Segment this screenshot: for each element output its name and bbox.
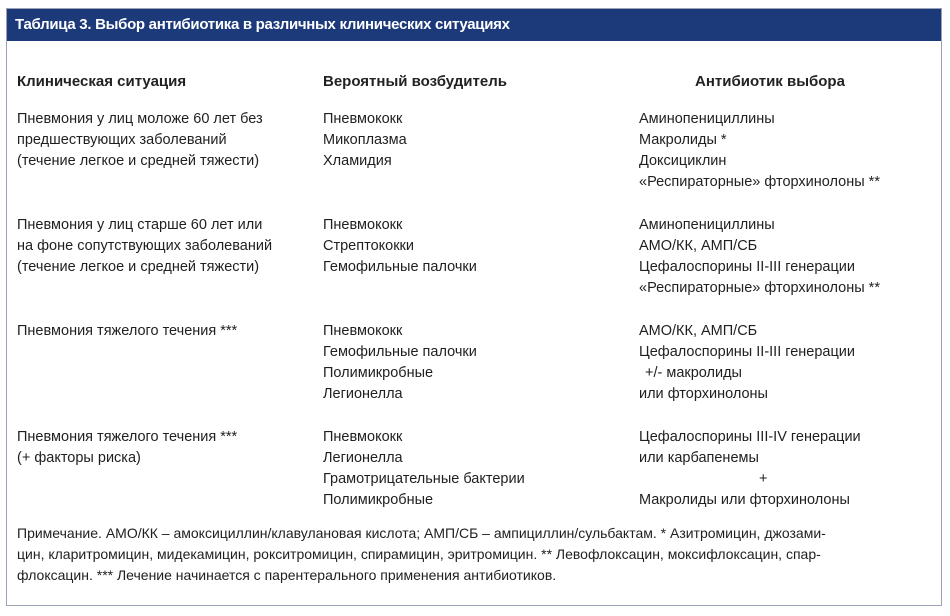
- pathogen-line: Пневмококк: [323, 217, 403, 233]
- antibiotic-cell: [639, 321, 939, 405]
- antibiotic-line: Макролиды или фторхинолоны: [639, 492, 850, 508]
- antibiotic-line: +: [759, 471, 768, 487]
- footnote: [17, 523, 933, 586]
- footnote-line: Примечание. АМО/КК – амоксициллин/клавулановая кислота; АМП/СБ – ампициллин/сульбактам. * Азитромицин, джозами-: [17, 525, 826, 541]
- antibiotic-line: «Респираторные» фторхинолоны **: [639, 174, 880, 190]
- antibiotic-line: +/- макролиды: [645, 365, 742, 381]
- pathogen-line: Хламидия: [323, 153, 392, 169]
- antibiotic-line: Цефалоспорины III-IV генерации: [639, 429, 861, 445]
- pathogen-line: Полимикробные: [323, 492, 434, 508]
- antibiotic-line: Макролиды *: [639, 132, 727, 148]
- table-title: Таблица 3. Выбор антибиотика в различных клинических ситуациях: [7, 9, 941, 41]
- pathogen-line: Легионелла: [323, 450, 403, 466]
- situation-line: Пневмония у лиц моложе 60 лет без: [17, 111, 263, 127]
- pathogen-line: Пневмококк: [323, 429, 403, 445]
- antibiotic-line: Доксициклин: [639, 153, 727, 169]
- antibiotic-line: АМО/КК, АМП/СБ: [639, 238, 758, 254]
- situation-line: (+ факторы риска): [17, 450, 141, 466]
- pathogen-line: Стрептококки: [323, 238, 414, 254]
- situation-cell: [17, 321, 317, 342]
- footnote-line: флоксацин. *** Лечение начинается с парентерального применения антибиотиков.: [17, 567, 557, 583]
- pathogen-cell: [323, 215, 623, 278]
- antibiotic-line: Цефалоспорины II-III генерации: [639, 259, 855, 275]
- situation-line: предшествующих заболеваний: [17, 132, 227, 148]
- pathogen-cell: [323, 109, 623, 172]
- antibiotic-cell: [639, 427, 939, 511]
- situation-line: Пневмония тяжелого течения ***: [17, 429, 238, 445]
- header-antibiotic: Антибиотик выбора: [695, 73, 845, 90]
- pathogen-line: Пневмококк: [323, 323, 403, 339]
- antibiotic-line: Аминопенициллины: [639, 111, 775, 127]
- pathogen-line: Полимикробные: [323, 365, 434, 381]
- situation-line: Пневмония тяжелого течения ***: [17, 323, 238, 339]
- footnote-line: цин, кларитромицин, мидекамицин, рокситромицин, спирамицин, эритромицин. ** Левофлоксацин, моксифлоксацин, спар-: [17, 546, 821, 562]
- situation-cell: [17, 427, 317, 469]
- situation-line: Пневмония у лиц старше 60 лет или: [17, 217, 263, 233]
- header-situation: Клиническая ситуация: [17, 73, 187, 90]
- pathogen-line: Пневмококк: [323, 111, 403, 127]
- pathogen-cell: [323, 321, 623, 405]
- antibiotic-line: Цефалоспорины II-III генерации: [639, 344, 855, 360]
- pathogen-line: Грамотрицательные бактерии: [323, 471, 525, 487]
- pathogen-cell: [323, 427, 623, 511]
- antibiotic-line: Аминопенициллины: [639, 217, 775, 233]
- pathogen-line: Микоплазма: [323, 132, 407, 148]
- header-pathogen: Вероятный возбудитель: [323, 73, 507, 90]
- situation-line: (течение легкое и средней тяжести): [17, 259, 260, 275]
- antibiotic-line: или карбапенемы: [639, 450, 759, 466]
- antibiotic-line: «Респираторные» фторхинолоны **: [639, 280, 880, 296]
- table-frame: [6, 8, 942, 606]
- situation-line: на фоне сопутствующих заболеваний: [17, 238, 273, 254]
- situation-line: (течение легкое и средней тяжести): [17, 153, 260, 169]
- antibiotic-line: АМО/КК, АМП/СБ: [639, 323, 758, 339]
- antibiotic-line: или фторхинолоны: [639, 386, 768, 402]
- antibiotic-cell: [639, 109, 939, 193]
- antibiotic-cell: [639, 215, 939, 299]
- situation-cell: [17, 109, 317, 172]
- pathogen-line: Гемофильные палочки: [323, 259, 477, 275]
- situation-cell: [17, 215, 317, 278]
- pathogen-line: Легионелла: [323, 386, 403, 402]
- pathogen-line: Гемофильные палочки: [323, 344, 477, 360]
